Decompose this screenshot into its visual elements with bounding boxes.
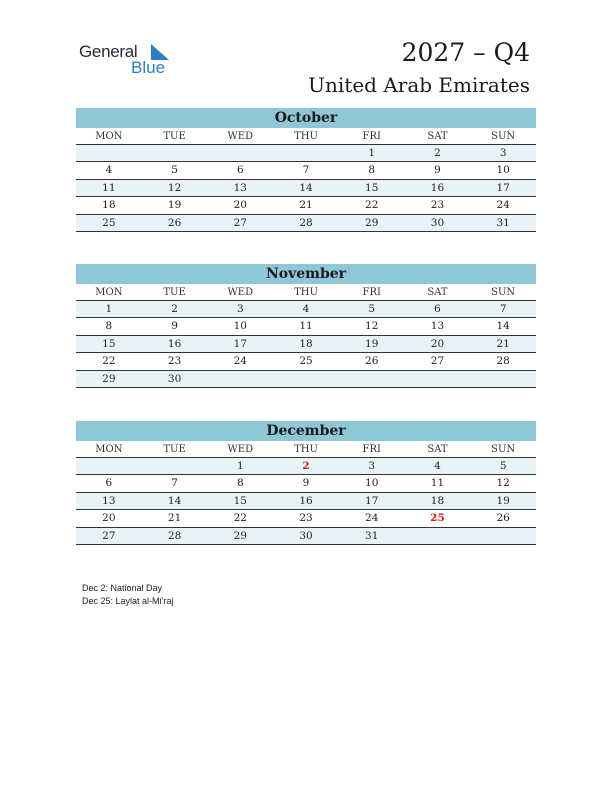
day-cell: 28 <box>496 355 510 368</box>
day-cell: 3 <box>236 303 244 315</box>
day-cell: 20 <box>102 512 116 525</box>
week-row <box>76 475 536 492</box>
day-cell: 20 <box>430 337 445 350</box>
day-cell: 27 <box>233 216 247 229</box>
day-cell: 12 <box>496 477 510 490</box>
day-cell <box>470 528 536 544</box>
day-cell: 19 <box>167 199 182 212</box>
day-cell: 30 <box>299 529 313 542</box>
weekday-label: FRI <box>362 131 381 142</box>
day-cell: 23 <box>430 199 445 212</box>
day-cell: 2 <box>171 303 178 315</box>
holiday-day-cell: 2 <box>302 460 310 472</box>
day-cell: 14 <box>299 181 313 194</box>
day-cell: 22 <box>233 512 247 525</box>
week-row <box>76 336 536 353</box>
day-cell <box>76 145 142 161</box>
day-cell <box>207 371 273 387</box>
weekday-label: SAT <box>427 287 448 298</box>
day-cell: 4 <box>302 303 310 315</box>
day-cell: 14 <box>496 320 510 333</box>
week-row <box>76 371 536 388</box>
week-row <box>76 197 536 214</box>
day-cell: 9 <box>434 164 441 177</box>
day-cell: 31 <box>496 216 510 229</box>
day-cell: 24 <box>496 199 510 212</box>
day-cell: 11 <box>430 477 445 490</box>
month-december <box>76 421 536 545</box>
day-cell: 30 <box>167 372 182 385</box>
week-row <box>76 458 536 475</box>
day-cell: 20 <box>233 199 247 212</box>
day-cell: 5 <box>499 460 507 472</box>
day-cell: 6 <box>434 303 441 315</box>
day-cell: 27 <box>102 529 116 542</box>
holiday-notes <box>82 582 174 608</box>
day-cell: 13 <box>430 320 445 333</box>
week-row <box>76 318 536 335</box>
week-row <box>76 528 536 545</box>
weekday-label: SAT <box>427 444 448 455</box>
weekday-header-row <box>76 441 536 458</box>
weekday-label: SAT <box>427 131 448 142</box>
month-name: November <box>76 264 536 284</box>
day-cell: 1 <box>105 303 113 315</box>
day-cell: 15 <box>233 494 247 507</box>
day-cell: 8 <box>236 477 244 490</box>
weekday-header-row <box>76 284 536 301</box>
day-cell: 19 <box>496 494 510 507</box>
day-cell: 5 <box>368 303 376 315</box>
day-cell <box>76 458 142 474</box>
day-cell: 11 <box>102 181 116 194</box>
week-row <box>76 353 536 370</box>
day-cell: 11 <box>299 320 313 333</box>
day-cell: 5 <box>171 164 178 177</box>
holiday-day-cell: 25 <box>430 512 445 525</box>
day-cell: 9 <box>302 477 310 490</box>
day-cell: 16 <box>430 181 445 194</box>
logo-general-text: General <box>79 42 138 61</box>
day-cell: 26 <box>496 512 510 525</box>
weekday-label: THU <box>294 444 318 455</box>
day-cell: 7 <box>302 164 310 177</box>
day-cell: 28 <box>299 216 313 229</box>
day-cell: 1 <box>368 147 376 159</box>
week-row <box>76 180 536 197</box>
day-cell: 22 <box>365 199 379 212</box>
day-cell: 1 <box>236 460 244 472</box>
day-cell: 29 <box>233 529 247 542</box>
day-cell: 15 <box>365 181 379 194</box>
day-cell: 28 <box>167 529 182 542</box>
month-name: December <box>76 421 536 441</box>
weekday-label: MON <box>95 287 123 298</box>
day-cell <box>142 458 208 474</box>
day-cell <box>470 371 536 387</box>
day-cell: 10 <box>496 164 510 177</box>
day-cell: 24 <box>365 512 379 525</box>
day-cell: 18 <box>102 199 116 212</box>
day-cell: 21 <box>167 512 182 525</box>
week-row <box>76 145 536 162</box>
week-row <box>76 162 536 179</box>
day-cell: 12 <box>167 181 182 194</box>
day-cell: 22 <box>102 355 116 368</box>
day-cell <box>142 145 208 161</box>
weekday-header-row <box>76 128 536 145</box>
weekday-label: TUE <box>163 287 186 298</box>
day-cell: 23 <box>167 355 182 368</box>
day-cell <box>207 145 273 161</box>
day-cell <box>405 371 471 387</box>
day-cell: 31 <box>365 529 379 542</box>
page-title: 2027 – Q4 <box>401 38 530 67</box>
weekday-label: WED <box>227 287 254 298</box>
day-cell: 18 <box>299 337 313 350</box>
month-november <box>76 264 536 388</box>
day-cell: 6 <box>105 477 113 490</box>
day-cell: 29 <box>365 216 379 229</box>
day-cell: 17 <box>233 337 247 350</box>
day-cell: 30 <box>430 216 445 229</box>
weekday-label: WED <box>227 131 254 142</box>
day-cell: 19 <box>365 337 379 350</box>
day-cell: 29 <box>102 372 116 385</box>
day-cell: 13 <box>102 494 116 507</box>
day-cell <box>273 371 339 387</box>
day-cell: 6 <box>236 164 244 177</box>
weekday-label: SUN <box>491 287 516 298</box>
day-cell: 3 <box>368 460 376 472</box>
day-cell <box>273 145 339 161</box>
day-cell <box>405 528 471 544</box>
weekday-label: TUE <box>163 131 186 142</box>
day-cell: 10 <box>365 477 379 490</box>
day-cell: 8 <box>368 164 376 177</box>
day-cell: 15 <box>102 337 116 350</box>
day-cell: 24 <box>233 355 247 368</box>
holiday-note: Dec 2: National Day <box>82 583 163 593</box>
day-cell: 10 <box>233 320 247 333</box>
day-cell: 3 <box>499 147 507 159</box>
weekday-label: SUN <box>491 444 516 455</box>
weekday-label: WED <box>227 444 254 455</box>
day-cell: 16 <box>299 494 313 507</box>
day-cell: 26 <box>365 355 379 368</box>
day-cell: 12 <box>365 320 379 333</box>
weekday-label: THU <box>294 287 318 298</box>
day-cell: 7 <box>171 477 178 490</box>
week-row <box>76 510 536 527</box>
day-cell: 17 <box>365 494 379 507</box>
day-cell: 2 <box>434 147 441 159</box>
week-row <box>76 301 536 318</box>
day-cell: 13 <box>233 181 247 194</box>
month-october <box>76 108 536 232</box>
weekday-label: SUN <box>491 131 516 142</box>
day-cell: 8 <box>105 320 113 333</box>
day-cell: 21 <box>299 199 313 212</box>
weekday-label: MON <box>95 131 123 142</box>
day-cell: 16 <box>167 337 182 350</box>
weekday-label: MON <box>95 444 123 455</box>
day-cell: 9 <box>171 320 178 333</box>
day-cell: 7 <box>499 303 507 315</box>
logo <box>79 42 189 80</box>
weekday-label: THU <box>294 131 318 142</box>
weekday-label: TUE <box>163 444 186 455</box>
day-cell: 4 <box>434 460 441 472</box>
day-cell: 26 <box>167 216 182 229</box>
week-row <box>76 493 536 510</box>
day-cell: 14 <box>167 494 182 507</box>
logo-blue-text: Blue <box>131 58 166 77</box>
day-cell: 27 <box>430 355 445 368</box>
day-cell: 25 <box>299 355 313 368</box>
holiday-note: Dec 25: Laylat al-Mi’raj <box>82 596 174 606</box>
weekday-label: FRI <box>362 287 381 298</box>
country-name: United Arab Emirates <box>308 73 530 97</box>
week-row <box>76 215 536 232</box>
day-cell <box>339 371 405 387</box>
day-cell: 21 <box>496 337 510 350</box>
day-cell: 18 <box>430 494 445 507</box>
weekday-label: FRI <box>362 444 381 455</box>
month-name: October <box>76 108 536 128</box>
day-cell: 17 <box>496 181 510 194</box>
day-cell: 23 <box>299 512 313 525</box>
day-cell: 25 <box>102 216 116 229</box>
day-cell: 4 <box>105 164 113 177</box>
